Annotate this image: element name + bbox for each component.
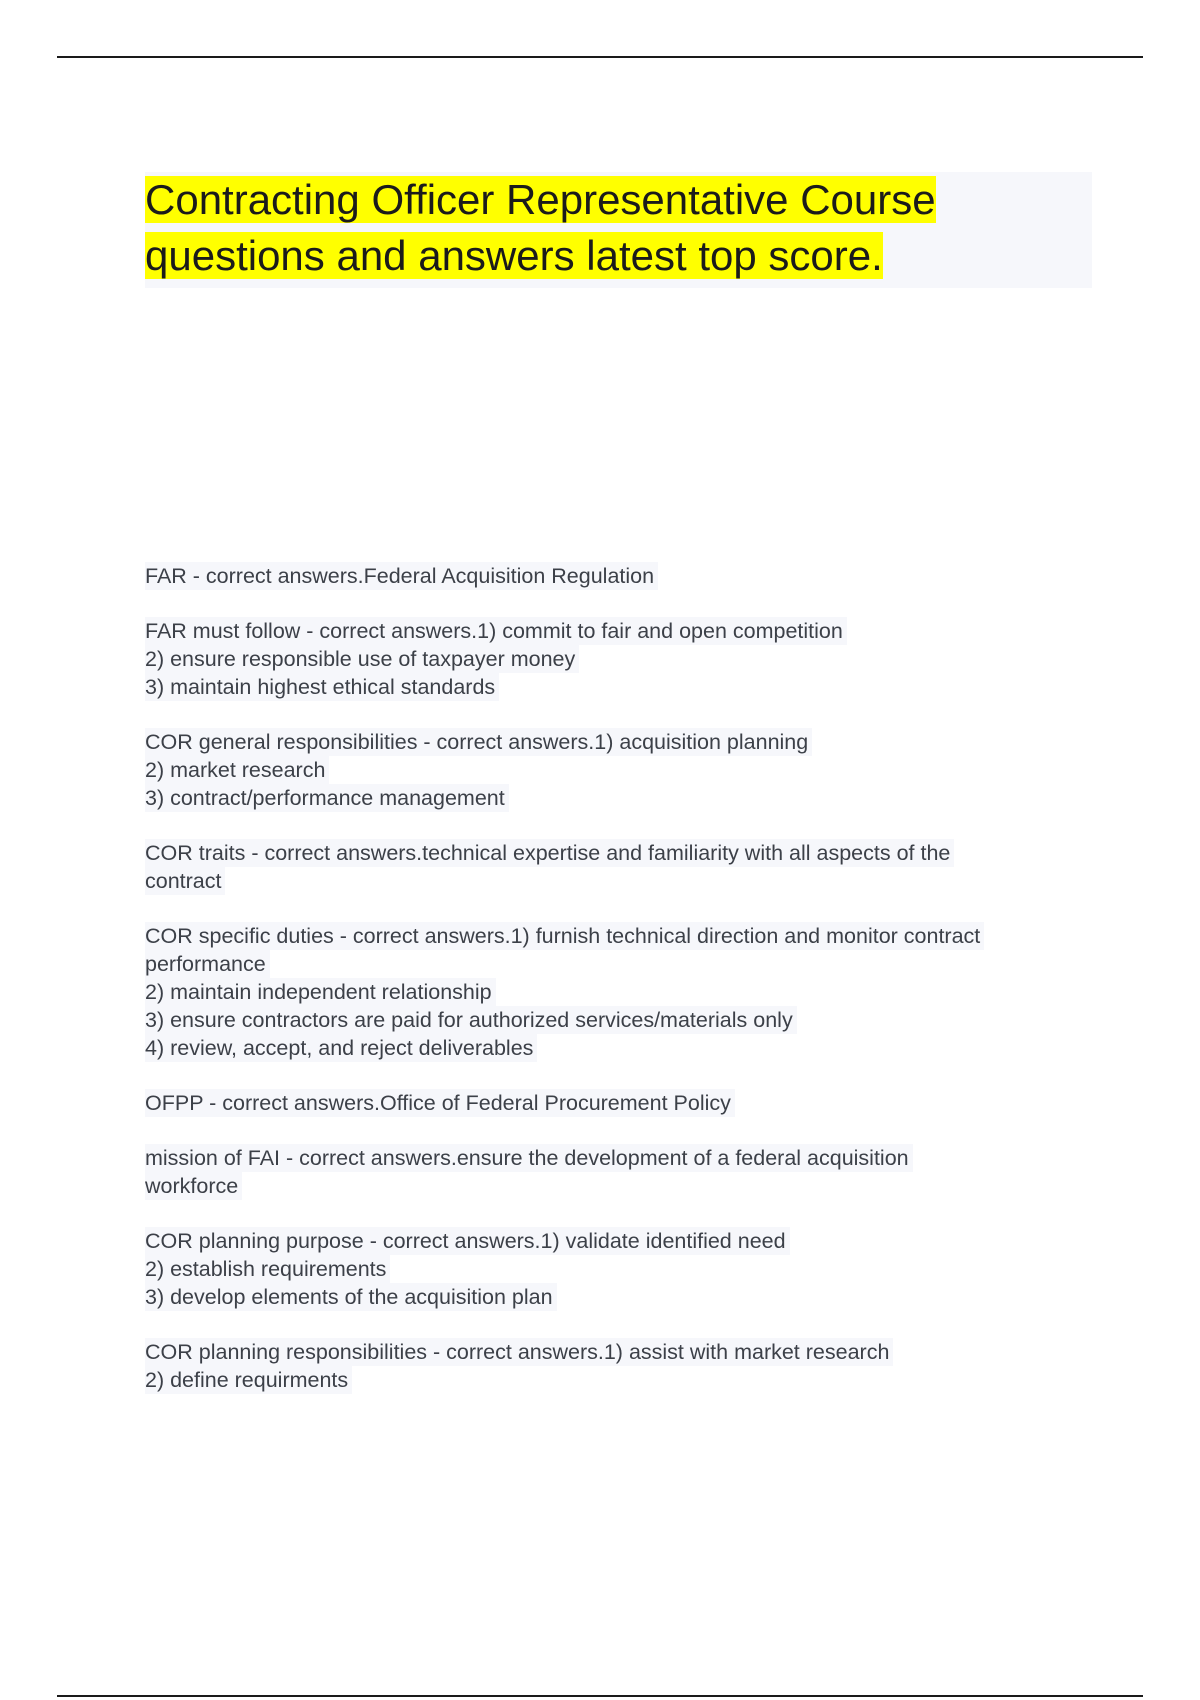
qa-line: contract [145, 867, 225, 895]
qa-line: mission of FAI - correct answers.ensure the development of a federal acquisition [145, 1144, 913, 1172]
qa-item [145, 728, 1095, 812]
qa-item [145, 562, 1095, 590]
qa-list [145, 562, 1095, 1421]
qa-line: 4) review, accept, and reject deliverables [145, 1034, 537, 1062]
qa-line: 2) ensure responsible use of taxpayer money [145, 645, 579, 673]
qa-item [145, 922, 1095, 1062]
qa-line: FAR - correct answers.Federal Acquisition Regulation [145, 562, 658, 590]
qa-line: 2) define requirments [145, 1366, 352, 1394]
bottom-rule [57, 1695, 1143, 1697]
qa-item-lines [145, 728, 1095, 812]
qa-item-lines [145, 922, 1095, 1062]
qa-item [145, 839, 1095, 895]
qa-line: 2) market research [145, 756, 329, 784]
qa-line: 3) maintain highest ethical standards [145, 673, 499, 701]
qa-line: workforce [145, 1172, 242, 1200]
qa-line: 3) contract/performance management [145, 784, 509, 812]
qa-line: COR planning responsibilities - correct answers.1) assist with market research [145, 1338, 893, 1366]
title-line-1: Contracting Officer Representative Course [145, 176, 936, 223]
qa-item [145, 1338, 1095, 1394]
qa-line: OFPP - correct answers.Office of Federal Procurement Policy [145, 1089, 735, 1117]
qa-item-lines [145, 1227, 1095, 1311]
qa-line: COR general responsibilities - correct answers.1) acquisition planning [145, 728, 812, 756]
qa-item [145, 1227, 1095, 1311]
qa-item [145, 617, 1095, 701]
qa-line: 3) develop elements of the acquisition plan [145, 1283, 557, 1311]
title-line-2: questions and answers latest top score. [145, 232, 883, 279]
qa-line: COR planning purpose - correct answers.1) validate identified need [145, 1227, 790, 1255]
qa-line: 2) establish requirements [145, 1255, 390, 1283]
qa-line: performance [145, 950, 270, 978]
qa-item-lines [145, 1089, 1095, 1117]
qa-item [145, 1144, 1095, 1200]
qa-line: COR traits - correct answers.technical expertise and familiarity with all aspects of the [145, 839, 954, 867]
qa-item-lines [145, 1338, 1095, 1394]
qa-item-lines [145, 562, 1095, 590]
qa-item-lines [145, 617, 1095, 701]
qa-item-lines [145, 839, 1095, 895]
qa-line: 3) ensure contractors are paid for authorized services/materials only [145, 1006, 797, 1034]
qa-item-lines [145, 1144, 1095, 1200]
top-rule [57, 56, 1143, 58]
document-title [145, 172, 1092, 288]
qa-line: COR specific duties - correct answers.1) furnish technical direction and monitor contract [145, 922, 984, 950]
qa-line: 2) maintain independent relationship [145, 978, 496, 1006]
qa-line: FAR must follow - correct answers.1) commit to fair and open competition [145, 617, 847, 645]
qa-item [145, 1089, 1095, 1117]
